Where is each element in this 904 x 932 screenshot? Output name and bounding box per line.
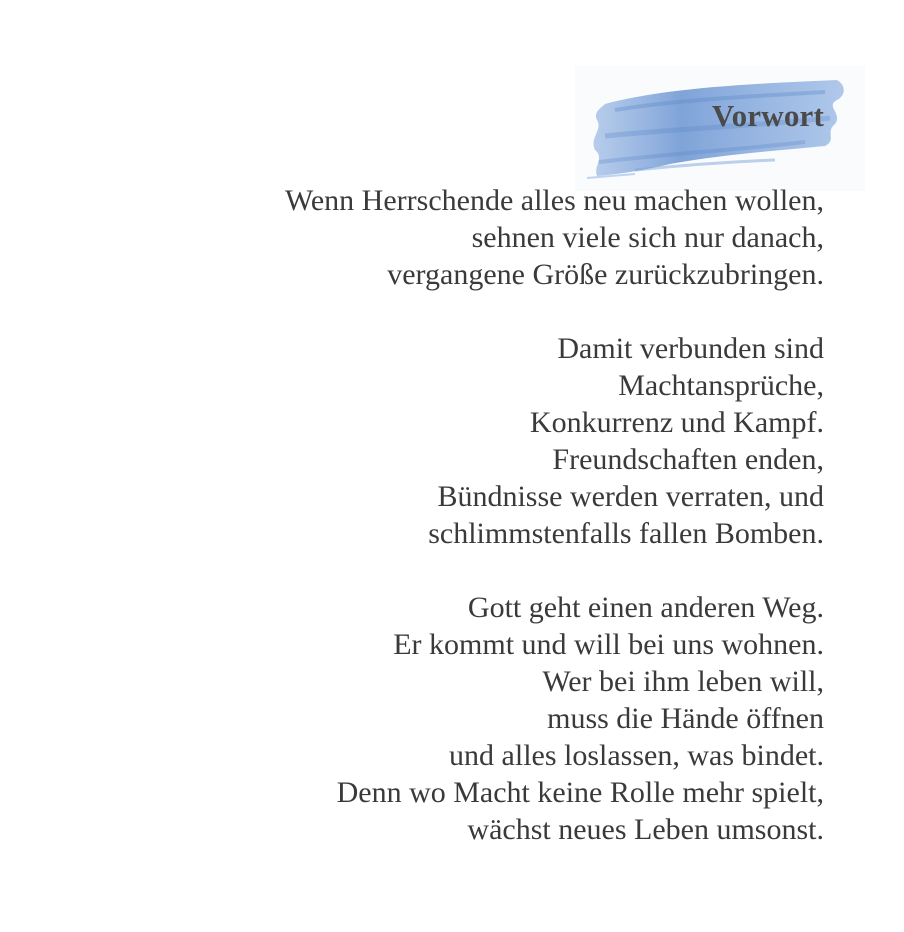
- poem-line: wächst neues Leben umsonst.: [467, 813, 824, 846]
- poem-line: Bündnisse werden verraten, und: [437, 480, 824, 513]
- poem-line: Denn wo Macht keine Rolle mehr spielt,: [336, 776, 824, 809]
- poem-line: muss die Hände öffnen: [547, 702, 824, 735]
- stanza: [124, 330, 824, 552]
- poem-line: Er kommt und will bei uns wohnen.: [393, 628, 824, 661]
- poem-line: sehnen viele sich nur danach,: [471, 221, 824, 254]
- poem-line: schlimmstenfalls fallen Bomben.: [428, 517, 824, 550]
- stanza: [124, 589, 824, 848]
- poem-line: Gott geht einen anderen Weg.: [467, 591, 824, 624]
- poem-line: Wer bei ihm leben will,: [542, 665, 824, 698]
- poem-line: und alles loslassen, was bindet.: [449, 739, 824, 772]
- poem-line: vergangene Größe zurückzubringen.: [387, 258, 824, 291]
- poem-line: Konkurrenz und Kampf.: [529, 406, 824, 439]
- poem-line: Damit verbunden sind: [557, 332, 824, 365]
- poem: [124, 182, 824, 885]
- poem-line: Freundschaften enden,: [552, 443, 824, 476]
- stanza: [124, 182, 824, 293]
- poem-line: Machtansprüche,: [618, 369, 824, 402]
- poem-line: Wenn Herrschende alles neu machen wollen,: [284, 184, 824, 217]
- page-title: Vorwort: [711, 98, 824, 133]
